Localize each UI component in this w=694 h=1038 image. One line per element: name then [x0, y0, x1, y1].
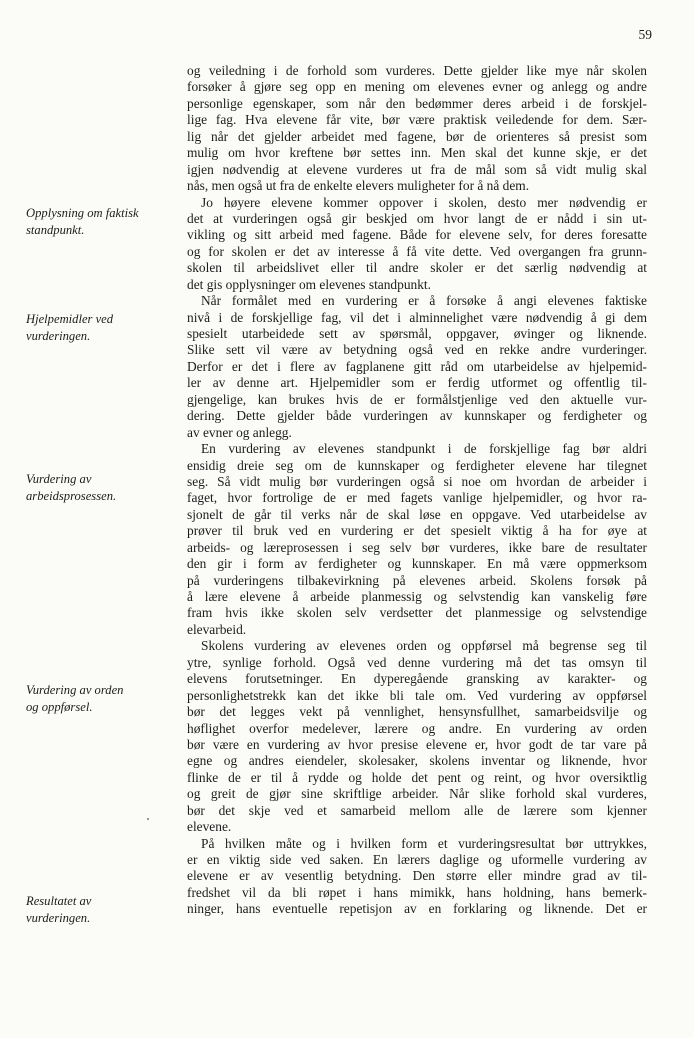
- text-line: skolen til arbeidslivet eller til andre skoler er det særlig nødvendig at: [187, 260, 647, 276]
- text-line: høflighet overfor medelever, lærere og andre. En vurdering av orden: [187, 720, 647, 736]
- text-line: ler av denne art. Hjelpemidler som er ferdig utformet og offentlig til-: [187, 375, 647, 391]
- text-line: bør være en vurdering av hvor presise elevene er, hvor godt de tar vare på: [187, 736, 647, 752]
- text-line: nås, men også ut fra de enkelte elevers muligheter for å nå dem.: [187, 178, 530, 194]
- side-heading-hjelpemidler: [26, 311, 176, 345]
- side-heading-line: standpunkt.: [26, 223, 85, 237]
- side-heading-line: vurderingen.: [26, 911, 91, 925]
- side-heading-orden-oppforsel: [26, 682, 176, 716]
- text-line: og greit de gjør sine skriftlige arbeider. Når slike forhold skal vurderes,: [187, 786, 647, 802]
- text-line: å lære elevene å arbeide planmessig og selvstendig kan vanskelig føre: [187, 589, 647, 604]
- side-heading-line: Opplysning om faktisk: [26, 206, 139, 220]
- text-line: fram hvis ikke skolen selv verdsetter det planmessige og selvstendige: [187, 605, 647, 621]
- side-heading-line: Hjelpemidler ved: [26, 312, 114, 326]
- text-line: av evner og anlegg.: [187, 424, 292, 440]
- side-heading-line: Resultatet av: [26, 894, 92, 908]
- side-heading-line: og oppførsel.: [26, 700, 93, 714]
- text-line: spesielt utarbeidede sett av spørsmål, oppgaver, øvinger og liknende.: [187, 326, 647, 341]
- print-speck: [147, 818, 149, 820]
- side-heading-line: Vurdering av orden: [26, 683, 124, 697]
- page-number: 59: [638, 27, 652, 42]
- body-text: [187, 63, 647, 918]
- text-line: og veiledning i de forhold som vurderes. Dette gjelder like mye når skolen: [187, 63, 647, 78]
- text-line: og for skolen er det av interesse å få vite dette. Ved overgangen fra grunn-: [187, 243, 647, 259]
- text-line: På hvilken måte og i hvilken form et vurderingsresultat bør uttrykkes,: [201, 835, 647, 851]
- text-line: prøver til bruk ved en vurdering er det spesielt viktig å ha for øye at: [187, 523, 647, 539]
- text-line: personlighetstrekk kan det ikke bli tale om. Ved vurdering av oppførsel: [187, 687, 647, 703]
- side-heading-resultatet: [26, 893, 176, 927]
- text-line: faget, hvor fortrolige de er med fagets vanlige hjelpemidler, og hvor ra-: [187, 490, 647, 506]
- text-line: flinke de er til å rydde og holde det pent og reint, og hvor oversiktlig: [187, 769, 647, 785]
- text-line: lige fag. Hva elevene får vite, bør være praktisk veiledende for dem. Sær-: [187, 112, 647, 128]
- text-line: er en viktig side ved saken. En lærers daglige og uformelle vurdering av: [187, 852, 647, 867]
- side-heading-arbeidsprosessen: [26, 471, 176, 505]
- text-line: elevene er av vesentlig betydning. Den større eller mindre grad av til-: [187, 868, 647, 884]
- text-line: fredshet vil da bli røpet i hans mimikk, hans holdning, hans bemerk-: [187, 884, 647, 900]
- text-line: elevarbeid.: [187, 621, 247, 637]
- text-line: arbeids- og læreprosessen i seg selv bør vurderes, ikke bare de resultater: [187, 539, 647, 555]
- text-line: igjen nødvendig at elevene vurderes ut fra de mål som så vidt mulig skal: [187, 161, 647, 177]
- text-line: Derfor er det i flere av fagplanene gitt råd om utarbeidelse av hjelpemid-: [187, 358, 647, 374]
- text-line: lig når det gjelder arbeidet med fagene, bør de orienteres så presist som: [187, 128, 647, 144]
- text-line: Slike sett vil være av betydning også ved en rekke andre vurderinger.: [187, 342, 647, 358]
- text-line: Skolens vurdering av elevenes orden og oppførsel må begrense seg til: [201, 638, 647, 654]
- text-line: elevene.: [187, 819, 232, 835]
- text-line: elevens forutsetninger. En dyperegående gransking av karakter- og: [187, 671, 647, 687]
- text-line: Jo høyere elevene kommer oppover i skolen, desto mer nødvendig er: [201, 194, 647, 210]
- text-line: ytre, synlige forhold. Også ved denne vurdering må det tas omsyn til: [187, 654, 647, 670]
- text-line: egne og andres eiendeler, skolesaker, skolens inventar og liknende, hvor: [187, 753, 647, 769]
- text-line: forsøker å gjøre seg opp en mening om elevenes evner og anlegg og andre: [187, 79, 647, 95]
- text-line: ninger, hans eventuelle repetisjon av en forklaring og liknende. Det er: [187, 901, 647, 917]
- side-heading-faktisk-standpunkt: [26, 205, 176, 239]
- text-line: En vurdering av elevenes standpunkt i de forskjellige fag bør aldri: [201, 441, 647, 457]
- text-line: mulig om hvor kreftene bør settes inn. Men skal det kunne skje, er det: [187, 145, 647, 161]
- side-heading-line: Vurdering av: [26, 472, 92, 486]
- text-line: personlige egenskaper, som når den bedømmer deres arbeid i de forskjel-: [187, 95, 647, 111]
- side-heading-line: arbeidsprosessen.: [26, 489, 117, 503]
- text-line: det at vurderingen også gir beskjed om hvor langt de er nådd i sin ut-: [187, 210, 647, 226]
- text-line: vikling og sitt arbeid med fagene. Både for elevene selv, for deres foresatte: [187, 227, 647, 243]
- text-line: sjonelt de går til verks når de skal løse en oppgave. Ved utarbeidelse av: [187, 506, 647, 522]
- text-line: gjengelige, kan brukes hvis de er formålstjenlige ved den aktuelle vur-: [187, 391, 647, 407]
- text-line: dering. Dette gjelder både vurderingen av kunnskaper og ferdigheter og: [187, 408, 647, 424]
- text-line: på vurderingens tilbakevirkning på elevenes arbeid. Skolens forsøk på: [187, 572, 647, 588]
- text-line: det gis opplysninger om elevenes standpunkt.: [187, 276, 431, 292]
- text-line: Når formålet med en vurdering er å forsøke å angi elevenes faktiske: [201, 293, 647, 309]
- text-line: nivå i de forskjellige fag, vil det i alminnelighet være nødvendig å gi dem: [187, 309, 647, 325]
- side-heading-line: vurderingen.: [26, 329, 91, 343]
- text-line: seg. Så vidt mulig bør vurderingen også si noe om hvordan de arbeider i: [187, 473, 647, 489]
- text-line: bør det legges vekt på vennlighet, hensynsfullhet, samarbeidsvilje og: [187, 704, 647, 720]
- text-line: ensidig dreie seg om de kunnskaper og ferdigheter elevene har tilegnet: [187, 457, 647, 473]
- text-line: den gir i form av ferdigheter og kunnskaper. En må være oppmerksom: [187, 556, 647, 572]
- text-line: bør det skje ved et samarbeid mellom alle de lærere som kjenner: [187, 802, 647, 818]
